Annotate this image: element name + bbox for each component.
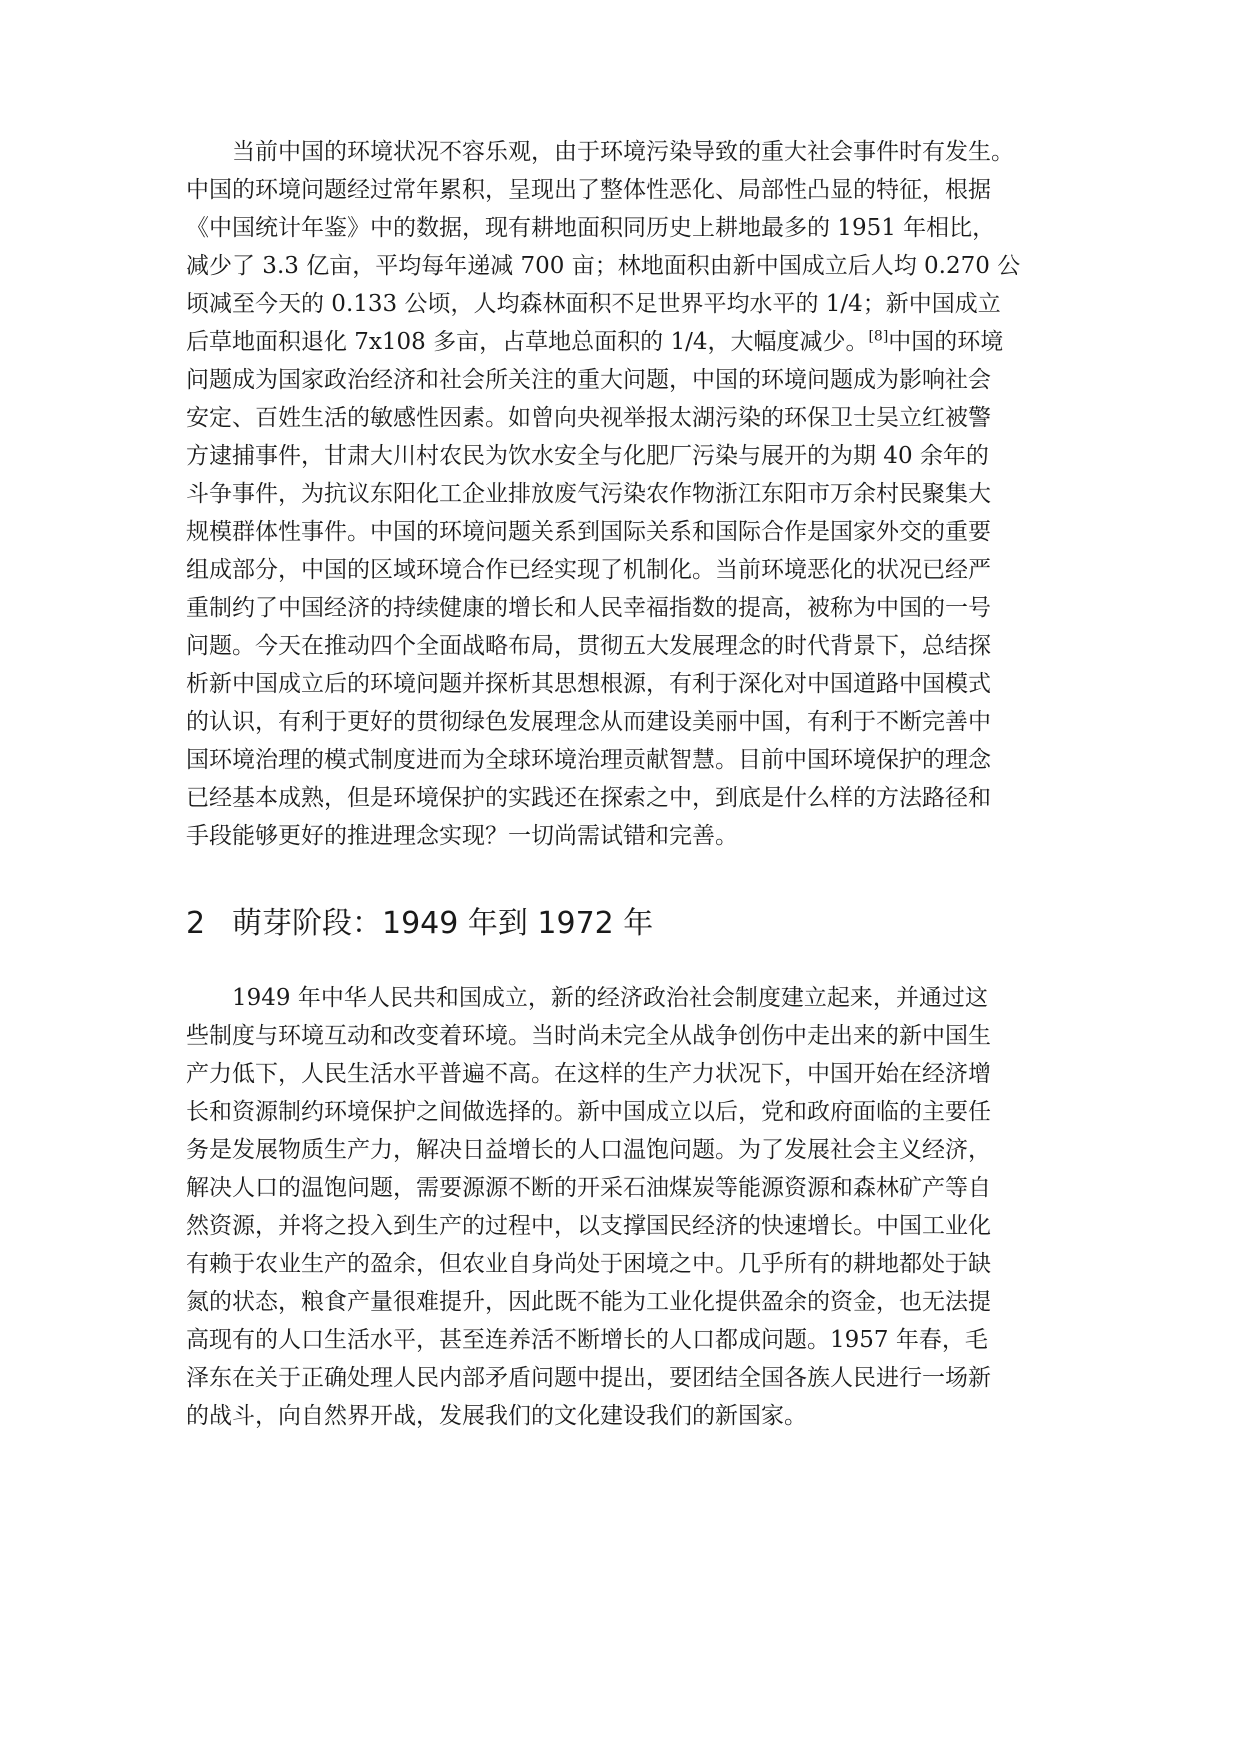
paragraph-line: 问题。今天在推动四个全面战略布局，贯彻五大发展理念的时代背景下，总结探 [186,633,991,659]
paragraph-line: 国环境治理的模式制度进而为全球环境治理贡献智慧。目前中国环境保护的理念 [186,747,991,773]
paragraph-line: 已经基本成熟，但是环境保护的实践还在探索之中，到底是什么样的方法路径和 [186,785,991,811]
paragraph-line: 的战斗，向自然界开战，发展我们的文化建设我们的新国家。 [186,1403,807,1429]
paragraph-line: 组成部分，中国的区域环境合作已经实现了机制化。当前环境恶化的状况已经严 [186,557,991,583]
paragraph-line: 高现有的人口生活水平，甚至连养活不断增长的人口都成问题。1957 年春，毛 [186,1327,988,1353]
paragraph-line: 的认识，有利于更好的贯彻绿色发展理念从而建设美丽中国，有利于不断完善中 [186,709,991,735]
paragraph-line: 规模群体性事件。中国的环境问题关系到国际关系和国际合作是国家外交的重要 [186,519,991,545]
section-number: 2 [186,906,206,941]
paragraph-line: 手段能够更好的推进理念实现？一切尚需试错和完善。 [186,823,738,849]
paragraph-line: 斗争事件，为抗议东阳化工企业排放废气污染农作物浙江东阳市万余村民聚集大 [186,481,991,507]
section-heading [186,902,1046,946]
paragraph-line: 析新中国成立后的环境问题并探析其思想根源，有利于深化对中国道路中国模式 [186,671,991,697]
citation-superscript: [8] [868,328,889,345]
paragraph-line: 长和资源制约环境保护之间做选择的。新中国成立以后，党和政府面临的主要任 [186,1099,991,1125]
paragraph-line: 泽东在关于正确处理人民内部矛盾问题中提出，要团结全国各族人民进行一场新 [186,1365,991,1391]
line-text: 后草地面积退化 7x108 多亩，占草地总面积的 1/4，大幅度减少。 [186,329,869,355]
paragraph-line [186,327,1046,357]
paragraph-line: 1949 年中华人民共和国成立，新的经济政治社会制度建立起来，并通过这 [232,985,988,1011]
paragraph-line: 中国的环境问题经过常年累积，呈现出了整体性恶化、局部性凸显的特征，根据 [186,177,991,203]
paragraph-line: 然资源，并将之投入到生产的过程中，以支撑国民经济的快速增长。中国工业化 [186,1213,991,1239]
paragraph-line: 《中国统计年鉴》中的数据，现有耕地面积同历史上耕地最多的 1951 年相比， [186,215,996,241]
paragraph-line: 氮的状态，粮食产量很难提升，因此既不能为工业化提供盈余的资金，也无法提 [186,1289,991,1315]
paragraph-line: 当前中国的环境状况不容乐观，由于环境污染导致的重大社会事件时有发生。 [232,139,1014,165]
paragraph-line: 些制度与环境互动和改变着环境。当时尚未完全从战争创伤中走出来的新中国生 [186,1023,991,1049]
paragraph-line: 重制约了中国经济的持续健康的增长和人民幸福指数的提高，被称为中国的一号 [186,595,991,621]
paragraph-line: 务是发展物质生产力，解决日益增长的人口温饱问题。为了发展社会主义经济， [186,1137,991,1163]
section-title: 萌芽阶段：1949 年到 1972 年 [232,906,654,941]
paragraph-line: 问题成为国家政治经济和社会所关注的重大问题，中国的环境问题成为影响社会 [186,367,991,393]
paragraph-line: 安定、百姓生活的敏感性因素。如曾向央视举报太湖污染的环保卫士吴立红被警 [186,405,991,431]
paragraph-line: 顷减至今天的 0.133 公顷，人均森林面积不足世界平均水平的 1/4；新中国成立 [186,291,1001,317]
paragraph-line: 有赖于农业生产的盈余，但农业自身尚处于困境之中。几乎所有的耕地都处于缺 [186,1251,991,1277]
paragraph-line: 减少了 3.3 亿亩，平均每年递减 700 亩；林地面积由新中国成立后人均 0.270 公 [186,253,1021,279]
line-text: 中国的环境 [888,329,1004,355]
paragraph-line: 产力低下，人民生活水平普遍不高。在这样的生产力状况下，中国开始在经济增 [186,1061,991,1087]
paragraph-line: 方逮捕事件，甘肃大川村农民为饮水安全与化肥厂污染与展开的为期 40 余年的 [186,443,989,469]
paragraph-line: 解决人口的温饱问题，需要源源不断的开采石油煤炭等能源资源和森林矿产等自 [186,1175,991,1201]
